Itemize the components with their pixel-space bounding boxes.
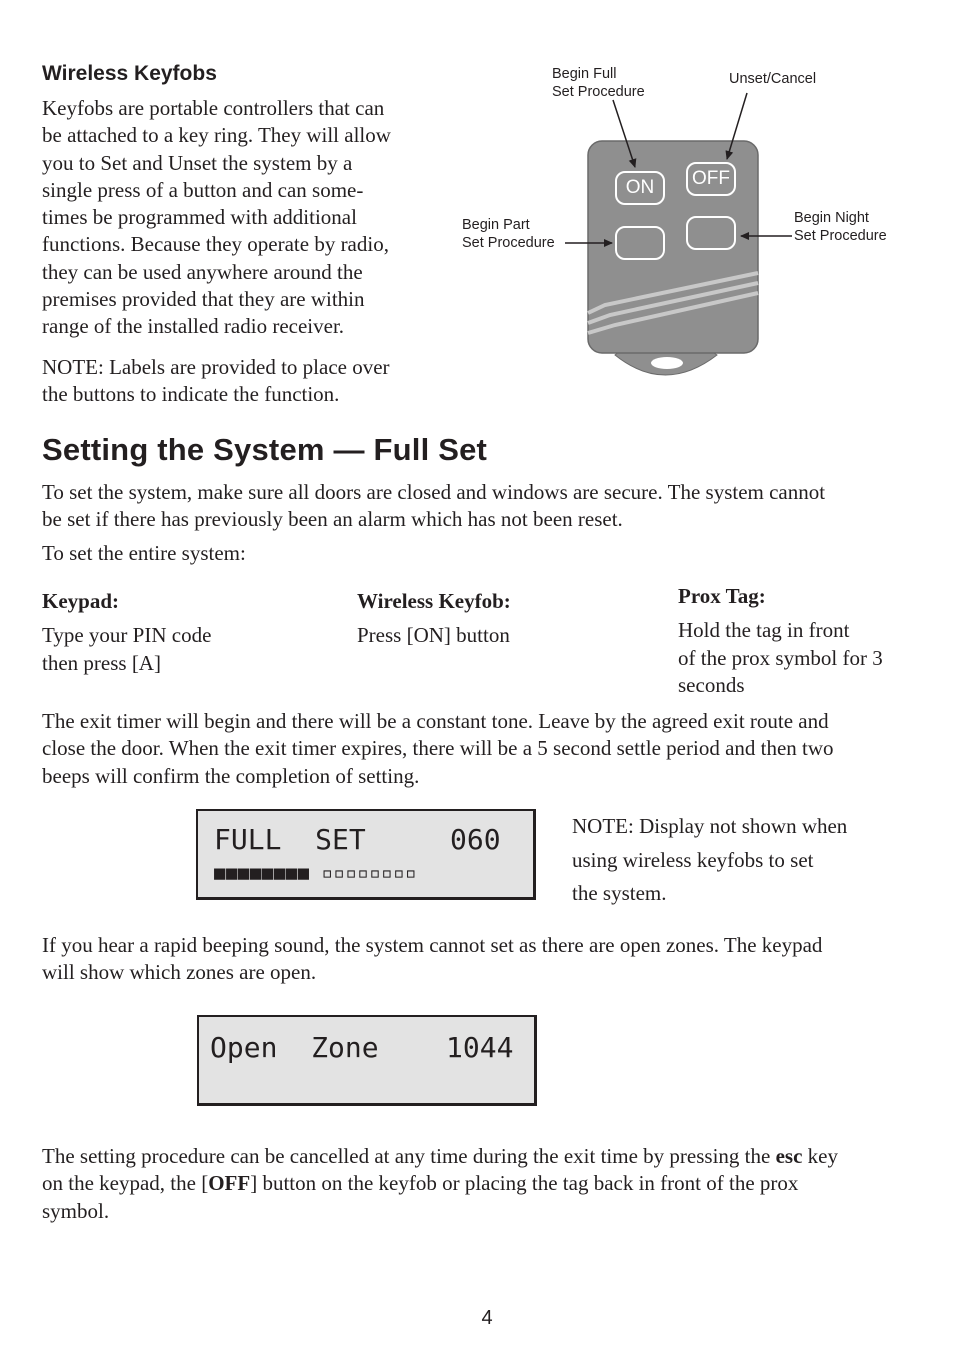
text-line: will show which zones are open.	[42, 960, 317, 985]
exit-timer-paragraph	[42, 708, 942, 790]
keyfob-note	[42, 354, 442, 409]
lcd-progress-bar: ■■■■■■■■ ▫▫▫▫▫▫▫▫	[214, 862, 417, 884]
text-line: the buttons to indicate the function.	[42, 382, 340, 407]
label-unset-cancel: Unset/Cancel	[729, 71, 817, 87]
text-line: times be programmed with additional	[42, 205, 357, 230]
text-line: The exit timer will begin and there will be a constant tone. Leave by the agreed exit route and	[42, 709, 829, 733]
keypad-instructions: Type your PIN code then press [A]	[42, 623, 212, 675]
text-line: The setting procedure can be cancelled at any time during the exit time by pressing the esc key	[42, 1144, 838, 1168]
cancel-paragraph	[42, 1143, 942, 1225]
rapid-beep-paragraph	[42, 932, 942, 987]
lcd-line-1: FULL SET 060	[214, 823, 501, 856]
prox-tag-instructions: Hold the tag in front of the prox symbol for 3 seconds	[678, 618, 883, 697]
lcd-display-full-set	[196, 809, 536, 900]
wireless-keyfob-heading: Wireless Keyfob:	[357, 589, 511, 613]
on-button-label: ON	[625, 177, 655, 198]
text-line: If you hear a rapid beeping sound, the system cannot set as there are open zones. The keypad	[42, 933, 823, 957]
lcd-display-open-zone	[197, 1015, 537, 1106]
text-line: the system.	[572, 881, 667, 905]
keyfob-paragraph	[42, 95, 442, 341]
text-line: To set the system, make sure all doors are closed and windows are secure. The system cannot	[42, 480, 826, 504]
text-line: NOTE: Display not shown when	[572, 814, 848, 838]
wireless-keyfob-instructions: Press [ON] button	[357, 623, 510, 647]
page-number: 4	[481, 1307, 493, 1329]
text-line: NOTE: Labels are provided to place over	[42, 355, 390, 379]
intro-paragraph	[42, 479, 922, 534]
text-line: you to Set and Unset the system by a	[42, 150, 353, 175]
text-line: range of the installed radio receiver.	[42, 314, 345, 339]
text-line: single press of a button and can some-	[42, 177, 364, 202]
page-title: Setting the System — Full Set	[42, 432, 488, 467]
display-note	[572, 810, 932, 911]
label-begin-part: Begin Part Set Procedure	[462, 217, 555, 251]
text-line: be set if there has previously been an alarm which has not been reset.	[42, 507, 623, 532]
text-line: Keyfobs are portable controllers that can	[42, 96, 385, 120]
text-line: using wireless keyfobs to set	[572, 847, 814, 872]
text-line: premises provided that they are within	[42, 287, 365, 312]
text-line: close the door. When the exit timer expires, there will be a 5 second settle period and then two	[42, 736, 834, 761]
keypad-heading: Keypad:	[42, 589, 120, 613]
text-line: functions. Because they operate by radio,	[42, 232, 389, 257]
label-begin-full: Begin Full Set Procedure	[552, 66, 645, 100]
text-line: on the keypad, the [OFF] button on the keyfob or placing the tag back in front of the prox	[42, 1171, 799, 1196]
text-line: beeps will confirm the completion of setting.	[42, 763, 420, 788]
text-line: symbol.	[42, 1198, 110, 1223]
lcd-line-1: Open Zone 1044	[210, 1031, 514, 1064]
keyfob-heading: Wireless Keyfobs	[42, 62, 217, 85]
off-button-label: OFF	[692, 168, 730, 189]
entire-system-text: To set the entire system:	[42, 541, 246, 565]
label-begin-night: Begin Night Set Procedure	[794, 210, 887, 244]
text-line: be attached to a key ring. They will allow	[42, 123, 391, 148]
keyfob-diagram	[455, 55, 915, 390]
prox-tag-heading: Prox Tag:	[678, 584, 766, 608]
keyring-hole-icon	[651, 357, 683, 369]
text-line: they can be used anywhere around the	[42, 259, 363, 284]
